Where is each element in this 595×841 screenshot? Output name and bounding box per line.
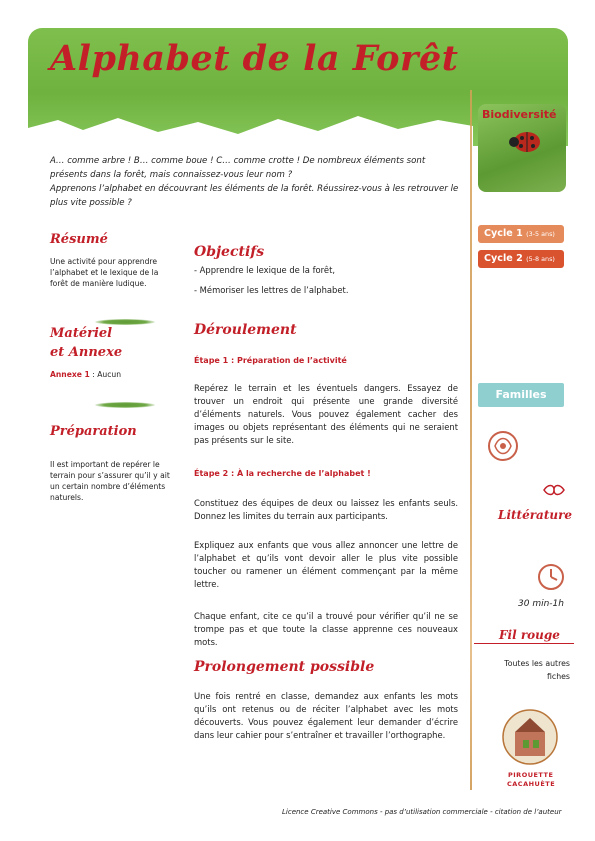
logo-text-2: CACAHUÈTE <box>507 780 556 788</box>
cycle-2-label: Cycle 2 <box>484 253 523 264</box>
step-2-title: Étape 2 : À la recherche de l’alphabet ! <box>194 469 371 478</box>
brush-divider <box>95 402 155 408</box>
theme-label: Biodiversité <box>482 108 557 121</box>
column-divider <box>470 90 472 790</box>
step-1-title: Étape 1 : Préparation de l’activité <box>194 356 347 365</box>
brush-divider <box>95 319 155 325</box>
resume-heading: Résumé <box>50 232 108 247</box>
cycle-1-age: (3-5 ans) <box>526 230 555 238</box>
preparation-text: Il est important de repérer le terrain pour s’assurer qu’il y ait un certain nombre d’éléments naturels. <box>50 460 170 502</box>
logo-text-1: PIROUETTE <box>508 771 554 779</box>
duree-label: 30 min-1h <box>518 599 564 609</box>
resume-text: Une activité pour apprendre l’alphabet et le lexique de la forêt de manière ludique. <box>50 257 159 288</box>
intro-line-1: A… comme arbre ! B… comme boue ! C… comme crotte ! De nombreux éléments sont présents dans la forêt, mais connaissez-vous leur nom ? <box>50 156 426 180</box>
annexe-line <box>50 369 121 380</box>
materiel-heading-1: Matériel <box>50 326 113 341</box>
paper-tear <box>28 110 473 150</box>
fil-rouge-underline <box>474 643 574 644</box>
step-2-paragraph-3: Chaque enfant, cite ce qu’il a trouvé pour vérifier qu’il ne se trompe pas et que toute la classe apprenne ces nouveaux mots. <box>194 611 458 647</box>
cycle-2-badge <box>478 250 564 268</box>
footer-license: Licence Creative Commons - pas d’utilisation commerciale - citation de l’auteur <box>282 808 562 816</box>
matiere-label: Littérature <box>498 508 573 522</box>
leaf-circle-icon <box>483 428 523 464</box>
fil-rouge-text: Toutes les autres fiches <box>504 659 570 681</box>
prolongement-heading: Prolongement possible <box>194 659 375 675</box>
deroulement-heading: Déroulement <box>194 322 297 338</box>
step-2-paragraph-2: Expliquez aux enfants que vous allez annoncer une lettre de l’alphabet et qu’ils vont devoir aller le plus vite possible toucher ou ramener un élément commençant par la même lettre. <box>194 540 458 589</box>
book-icon <box>542 483 566 497</box>
cycle-1-badge <box>478 225 564 243</box>
intro <box>50 154 460 210</box>
ladybug-icon <box>508 128 542 154</box>
fil-rouge-heading: Fil rouge <box>499 628 560 642</box>
preparation-heading: Préparation <box>50 424 137 439</box>
annexe-label: Annexe 1 <box>50 370 90 379</box>
objectif-item: - Mémoriser les lettres de l’alphabet. <box>194 285 349 295</box>
cycle-2-age: (5-8 ans) <box>526 255 555 263</box>
prolongement-text: Une fois rentré en classe, demandez aux enfants les mots qu’ils ont retenus ou de réciter l’alphabet avec les mots découverts. Vous pouvez également leur demander d’écrire dans leur cahier pour s’entraîner et travailler l’orthographe. <box>194 691 458 740</box>
objectifs-heading: Objectifs <box>194 244 265 260</box>
pirouette-cacahuete-logo <box>501 708 559 766</box>
familles-badge: Familles <box>478 383 564 407</box>
annexe-value: : Aucun <box>89 370 122 379</box>
objectif-item: - Apprendre le lexique de la forêt, <box>194 265 336 275</box>
intro-line-2: Apprenons l’alphabet en découvrant les éléments de la forêt. Réussirez-vous à les retrouver le plus vite possible ? <box>50 184 459 208</box>
cycle-1-label: Cycle 1 <box>484 228 523 239</box>
clock-icon <box>536 562 566 592</box>
materiel-heading-2: et Annexe <box>50 345 123 360</box>
page-title: Alphabet de la Forêt <box>50 38 459 79</box>
step-2-paragraph-1: Constituez des équipes de deux ou laissez les enfants seuls. Donnez les limites du terrain aux participants. <box>194 498 458 521</box>
step-1-text: Repérez le terrain et les éventuels dangers. Essayez de trouver un endroit qui présente une grande diversité d’éléments naturels. Vous pouvez également cacher des images ou objets représentant des éléments qui ne seraient pas présents sur le site. <box>194 383 458 445</box>
